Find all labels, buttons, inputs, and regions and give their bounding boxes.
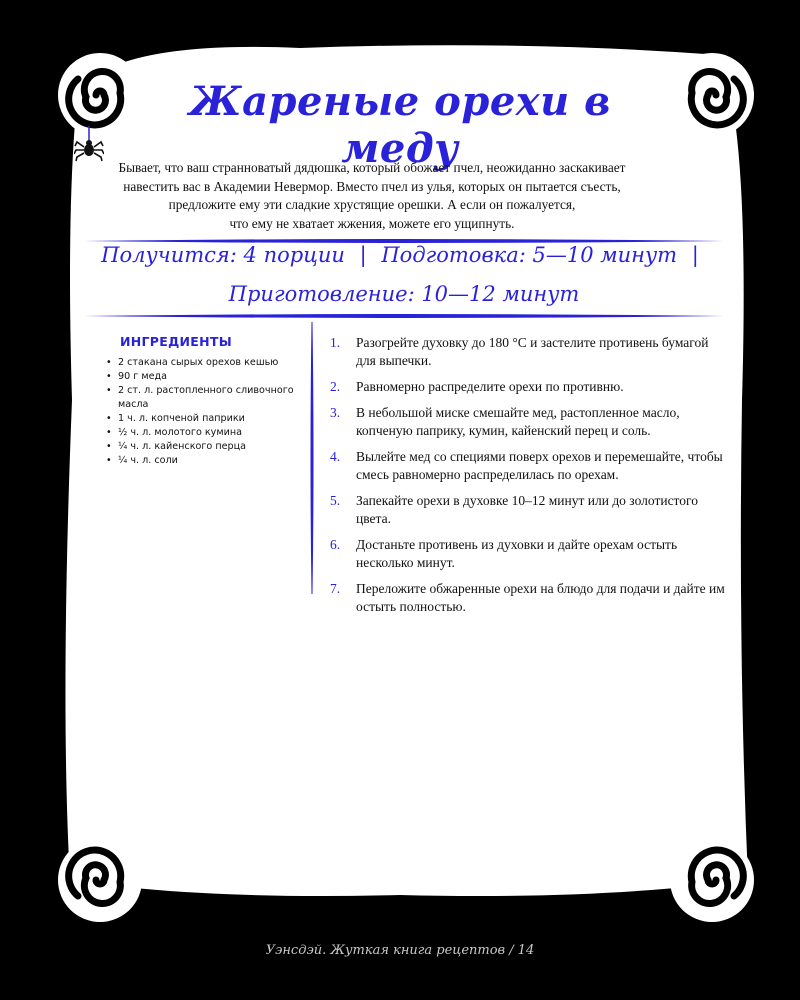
step-item [330, 378, 730, 396]
step-item [330, 580, 730, 616]
ingredient-item: • 2 ст. л. растопленного сливочного масла [104, 384, 294, 412]
cook-time-info: Приготовление: 10—12 минут [228, 282, 580, 306]
step-number: 3. [330, 405, 341, 420]
intro-line: предложите ему эти сладкие хрустящие орешки. А если он пожалуется, [168, 197, 576, 213]
page-footer: Уэнсдэй. Жуткая книга рецептов / 14 [265, 943, 535, 958]
step-item [330, 404, 730, 440]
step-item [330, 448, 730, 484]
ingredient-item: • 1 ч. л. копченой паприки [104, 412, 294, 426]
ingredient-item: • 2 стакана сырых орехов кешью [104, 356, 294, 370]
ingredients-heading: ИНГРЕДИЕНТЫ [120, 334, 232, 349]
intro-text [112, 159, 632, 233]
step-item [330, 334, 730, 370]
step-text: Равномерно распределите орехи по противню. [356, 379, 624, 394]
step-number: 2. [330, 379, 341, 394]
step-number: 6. [330, 537, 341, 552]
intro-line: Бывает, что ваш странноватый дядюшка, который обожает пчел, неожиданно заскакивает [118, 160, 626, 176]
ingredients-list [104, 356, 294, 468]
step-item [330, 492, 730, 528]
step-text: Вылейте мед со специями поверх орехов и перемешайте, чтобы смесь равномерно распределилась по орехам. [356, 449, 723, 482]
info-separator: | [359, 243, 367, 267]
info-row-servings-prep [84, 243, 724, 267]
servings-info: Получится: 4 порции [101, 243, 345, 267]
step-text: Запекайте орехи в духовке 10–12 минут или до золотистого цвета. [356, 493, 698, 526]
step-text: Достаньте противень из духовки и дайте орехам остыть несколько минут. [356, 537, 678, 570]
spider-icon [74, 126, 104, 170]
info-separator: | [691, 243, 699, 267]
step-number: 7. [330, 581, 341, 596]
column-divider [306, 322, 318, 594]
prep-time-info: Подготовка: 5—10 минут [381, 243, 678, 267]
intro-line: навестить вас в Академии Невермор. Вместо пчел из улья, которых он пытается съесть, [123, 178, 621, 194]
step-item [330, 536, 730, 572]
step-number: 1. [330, 335, 341, 350]
step-text: Переложите обжаренные орехи на блюдо для подачи и дайте им остыть полностью. [356, 581, 725, 614]
info-row-cook [84, 282, 724, 306]
ingredient-item: • ½ ч. л. молотого кумина [104, 426, 294, 440]
step-text: Разогрейте духовку до 180 °C и застелите противень бумагой для выпечки. [356, 335, 709, 368]
step-text: В небольшой миске смешайте мед, растопленное масло, копченую паприку, кумин, кайенский перец и соль. [356, 405, 680, 438]
info-rule-bottom [84, 310, 724, 322]
step-number: 4. [330, 449, 341, 464]
recipe-title: Жареные орехи в меду [189, 78, 611, 172]
ingredient-item: • ¼ ч. л. кайенского перца [104, 440, 294, 454]
ingredient-item: • 90 г меда [104, 370, 294, 384]
ingredient-item: • ¼ ч. л. соли [104, 454, 294, 468]
step-number: 5. [330, 493, 341, 508]
intro-line: что ему не хватает жжения, можете его ущипнуть. [229, 215, 515, 231]
steps-list [330, 334, 730, 624]
